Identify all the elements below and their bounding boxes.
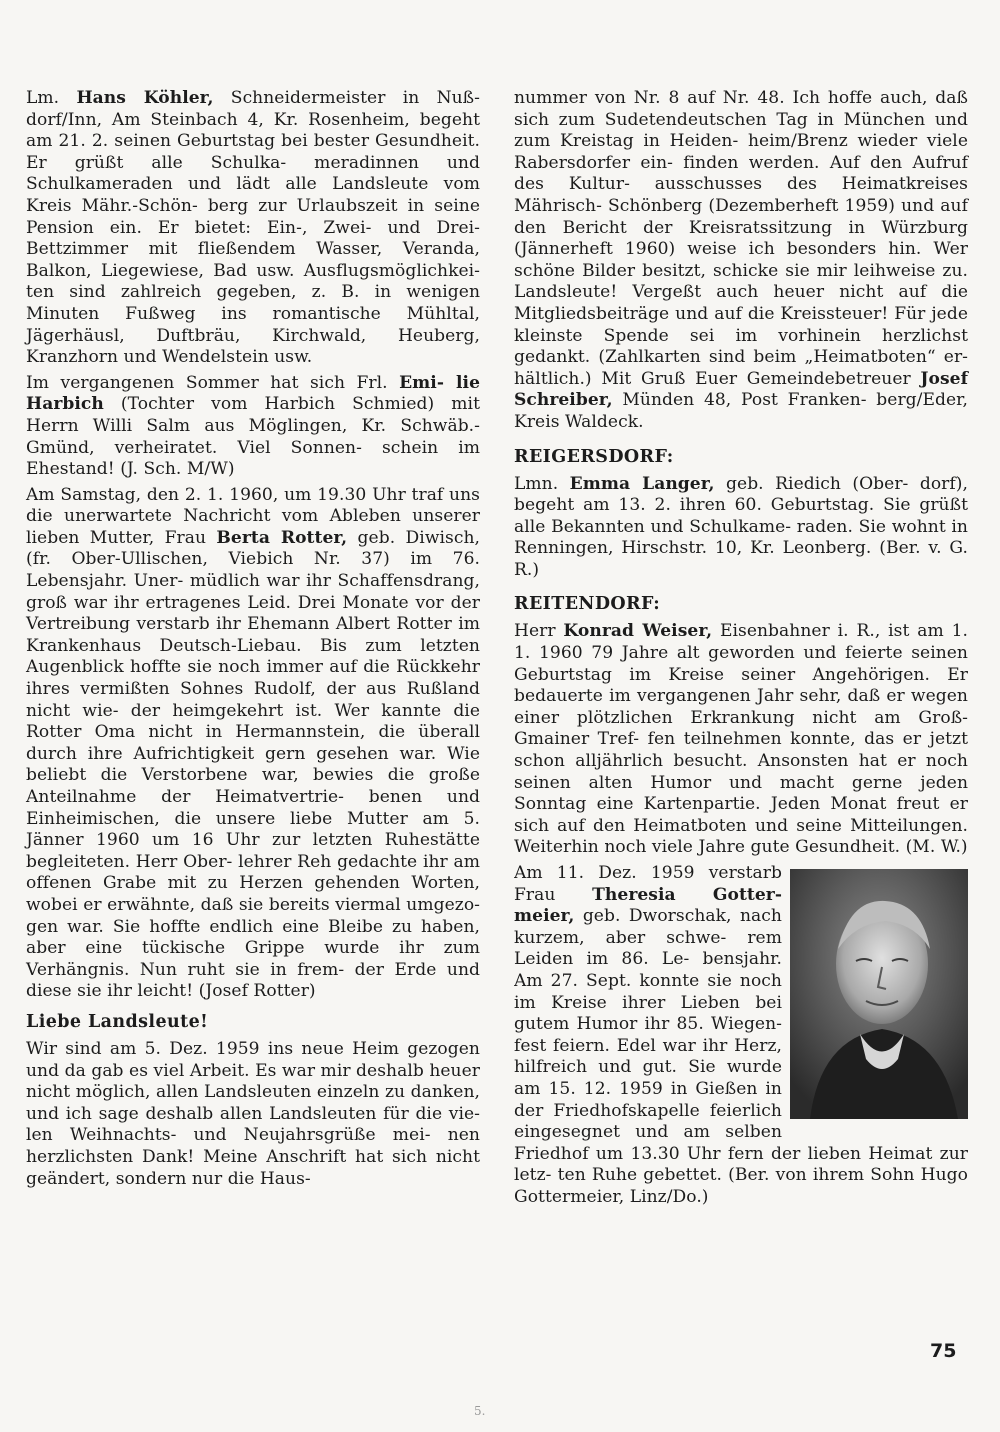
footer-mark: 5. <box>474 1404 486 1418</box>
person-name: Hans Köhler, <box>76 88 214 108</box>
text: nummer von Nr. 8 auf Nr. 48. Ich hoffe auch, daß sich zum Sudetendeutschen Tag in München und zum Kreistag in Heiden- heim/Brenz wieder viele Rabersdorfer ein- finden werden. Auf den Aufruf des Kultur- ausschusses des Heimatkreises Mährisch- Schönberg (Dezemberheft 1959) und auf den Bericht der Kreisratssitzung in Würzburg (Jännerheft 1960) weise ich besonders hin. Wer schöne Bilder besitzt, schicke sie mir leihweise zu. Landsleute! Vergeßt auch heuer nicht auf die Mitgliedsbeiträge und auf die Kreissteuer! Für jede kleinste Spende sei im vorhinein herzlichst gedankt. (Zahlkarten sind beim „Heimatboten“ er- hältlich.) Mit Gruß Euer Gemeindebetreuer <box>514 88 968 389</box>
text: geb. Diwisch, (fr. Ober-Ullischen, Viebich Nr. 37) im 76. Lebensjahr. Uner- müdlich war ihr Schaffensdrang, groß war ihr ertragenes Leid. Drei Monate vor der Vertreibung verstarb ihr Ehemann Albert Rotter im Krankenhaus Deutsch-Liebau. Bis zum letzten Augenblick hoffte sie noch immer auf die Rückkehr ihres vermißten Sohnes Rudolf, der aus Rußland nicht wie- der heimgekehrt ist. Wer kannte die Rotter Oma nicht in Hermannstein, die überall durch ihre Aufrichtigkeit gern gesehen war. Wie beliebt die Verstorbene war, bewies die große Anteilnahme der Heimatvertrie- benen und Einheimischen, die unsere liebe Mutter am 5. Jänner 1960 um 16 Uhr zur letzten Ruhestätte begleiteten. Herr Ober- lehrer Reh gedachte ihr am offenen Grabe mit zu Herzen gehenden Worten, wobei er erwähnte, daß sie bereits viermal umgezo- gen war. Sie hoffte endlich eine Bleibe zu haben, aber eine tückische Grippe wurde ihr zum Verhängnis. Nun ruht sie in frem- der Erde und diese sie ihr leicht! (Josef Rotter) <box>26 527 481 1002</box>
person-name: Emma Langer, <box>569 473 715 494</box>
person-name: Emi- lie Harbich <box>26 372 480 415</box>
text: Am Samstag, den 2. 1. 1960, um 19.30 Uhr traf uns die unerwartete Nachricht vom Ableben unserer lieben Mutter, Frau <box>26 484 480 548</box>
person-name: Berta Rotter, <box>216 527 348 548</box>
text: Herr <box>514 621 564 642</box>
portrait-illustration <box>790 869 968 1119</box>
text: geb. Riedich (Ober- dorf), begeht am 13. 2. ihren 60. Geburtstag. Sie grüßt alle Bekannten und Schulkame- raden. Sie wohnt in Renningen, Hirschstr. 10, Kr. Leonberg. (Ber. v. G. R.) <box>514 473 968 580</box>
heading-liebe-landsleute: Liebe Landsleute! <box>26 1011 209 1032</box>
heading-reigersdorf: REIGERSDORF: <box>514 446 674 467</box>
text: Im vergangenen Sommer hat sich Frl. <box>26 372 400 393</box>
obituary-gottermeier <box>514 863 968 1213</box>
text: Lm. <box>26 88 77 108</box>
text: Lmn. <box>514 473 570 494</box>
text: Eisenbahner i. R., ist am 1. 1. 1960 79 Jahre alt geworden und feierte seinen Geburtstag im Kreise seiner Angehörigen. Er bedauerte im vergangenen Jahr sehr, daß er wegen einer plötzlichen Erkrankung nicht am Groß-Gmainer Tref- fen teilnehmen konnte, das er jetzt schon alljährlich besucht. Ansonsten hat er noch seinen alten Humor und macht gerne jeden Sonntag eine Kartenpartie. Jeden Monat freut er sich auf den Heimatboten und seine Mitteilungen. Weiterhin noch viele Jahre gute Gesundheit. (M. W.) <box>514 621 968 858</box>
text: geb. Dworschak, nach kurzem, aber schwe- rem Leiden im 86. Le- bensjahr. Am 27. Sept. konnte sie noch im Kreise ihrer Lieben bei gutem Humor ihr 85. Wiegen- fest feiern. Edel war ihr Herz, hilfreich und gut. Sie wurde am 15. 12. 1959 in Gießen in der Friedhofskapelle feierlich eingesegnet und am selben Friedhof um 13.30 Uhr fern der lieben Heimat zur letz- ten Ruhe gebettet. (Ber. von ihrem Sohn Hugo Gottermeier, Linz/Do.) <box>514 906 968 1207</box>
article-continuation <box>514 88 968 434</box>
portrait-photo <box>790 869 968 1119</box>
person-name: Theresia Gotter- meier, <box>514 884 782 927</box>
article-konrad-weiser <box>514 621 968 859</box>
heading-reitendorf: REITENDORF: <box>514 594 661 615</box>
article-emma-langer <box>514 474 968 582</box>
article-berta-rotter <box>26 485 480 1003</box>
person-name: Josef Schreiber, <box>514 368 968 411</box>
article-liebe-landsleute: Wir sind am 5. Dez. 1959 ins neue Heim gezogen und da gab es viel Arbeit. Es war mir deshalb heuer nicht möglich, allen Landsleuten einzeln zu danken, und ich sage deshalb allen Landsleuten für die vie- len Weihnachts- und Neujahrsgrüße mei- nen herzlichsten Dank! Meine Anschrift hat sich nicht geändert, sondern nur die Haus- <box>26 1038 480 1189</box>
right-column <box>514 88 968 1213</box>
article-emilie-harbich <box>26 373 480 481</box>
text: Münden 48, Post Franken- berg/Eder, Kreis Waldeck. <box>514 390 968 432</box>
text: (Tochter vom Harbich Schmied) mit Herrn Willi Salm aus Möglingen, Kr. Schwäb.-Gmünd, verheiratet. Viel Sonnen- schein im Ehestand! (J. Sch. M/W) <box>26 394 480 480</box>
person-name: Konrad Weiser, <box>563 621 713 642</box>
page-number: 75 <box>930 1340 957 1362</box>
left-column <box>26 88 480 1194</box>
text: Am 11. Dez. 1959 verstarb Frau <box>514 863 782 905</box>
text: Schneidermeister in Nuß- dorf/Inn, Am Steinbach 4, Kr. Rosenheim, begeht am 21. 2. seinen Geburtstag bei bester Gesundheit. Er grüßt alle Schulka- meradinnen und Schulkameraden und lädt alle Landsleute vom Kreis Mähr.-Schön- berg zur Urlaubszeit in seine Pension ein. Er bietet: Ein-, Zwei- und Drei-Bettzimmer mit fließendem Wasser, Veranda, Balkon, Liegewiese, Bad usw. Ausflugsmöglichkei- ten sind zahlreich gegeben, z. B. in wenigen Minuten Fußweg ins romantische Mühltal, Jägerhäusl, Duftbräu, Kirchwald, Heuberg, Kranzhorn und Wendelstein usw. <box>26 88 480 368</box>
article-hans-koehler <box>26 88 480 369</box>
